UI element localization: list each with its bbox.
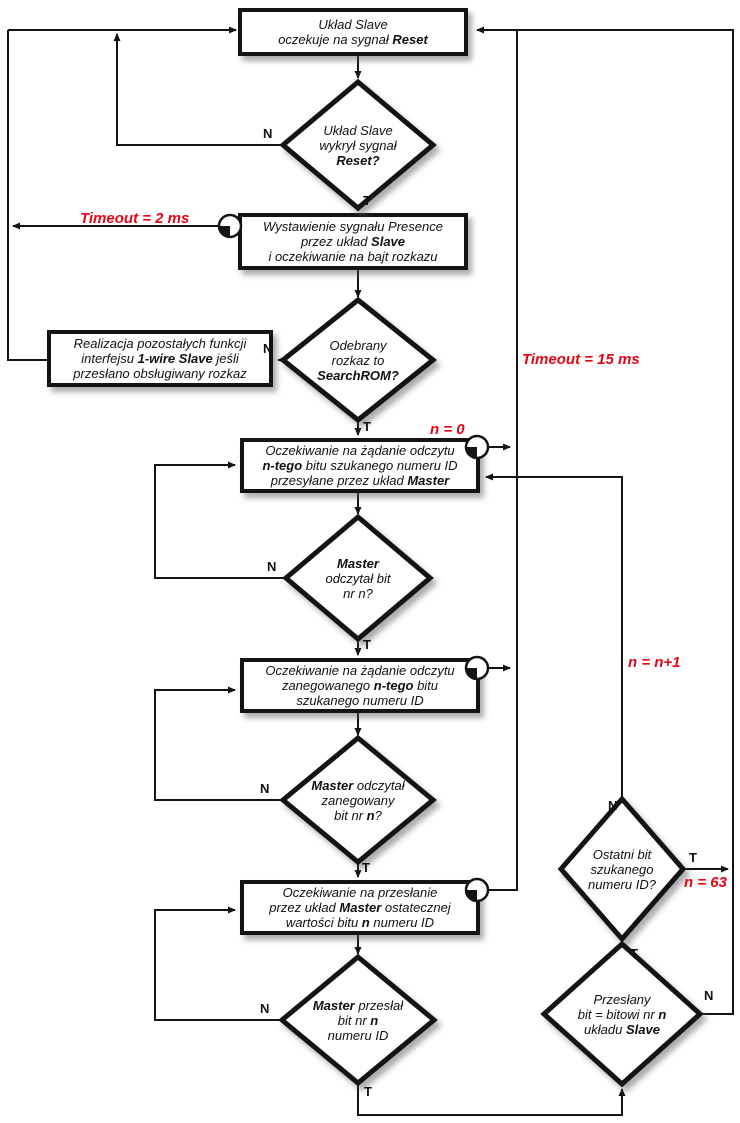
box-presence-text xyxy=(238,213,468,270)
node-text-line: SearchROM? xyxy=(317,367,399,383)
node-text-line: przesłano obsługiwany rozkaz xyxy=(73,366,247,381)
branch-label-false-d1: N xyxy=(263,126,273,141)
node-text-line: Master przesłał xyxy=(312,997,404,1013)
node-text-line: Realizacja pozostałych funkcji xyxy=(73,336,247,351)
node-text-line: Wystawienie sygnału Presence xyxy=(263,219,443,234)
node-text-line: numeru ID? xyxy=(588,876,656,892)
node-text-line: n-tego bitu szukanego numeru ID xyxy=(262,458,458,473)
node-text-line: bit = bitowi nr n xyxy=(577,1006,667,1022)
node-text-line: szukanego xyxy=(590,861,654,877)
box-wait-reset-text xyxy=(238,8,468,56)
node-text-line: Ostatni bit xyxy=(592,846,652,862)
branch-label-true-d3: T xyxy=(363,637,371,652)
node-text-line: bit nr n? xyxy=(334,807,382,823)
node-text-line: Master xyxy=(337,555,379,571)
branch-label-true-d5: T xyxy=(364,1084,372,1099)
node-text-line: zanegowanego n-tego bitu xyxy=(281,678,439,693)
connector-timeout15-vertical xyxy=(488,30,517,890)
node-text-line: Przesłany xyxy=(593,991,651,1007)
diamond-master-read-bit-text xyxy=(288,555,428,601)
node-text-line: Oczekiwanie na żądanie odczytu xyxy=(265,443,455,458)
box-other-functions-text xyxy=(47,330,273,387)
node-text-line: Oczekiwanie na żądanie odczytu xyxy=(265,663,455,678)
box-wait-final-bit-text xyxy=(240,880,480,935)
node-text-line: oczekuje na sygnał Reset xyxy=(278,32,428,47)
diamond-master-read-negated-text xyxy=(288,777,428,823)
branch-label-false-d7: N xyxy=(704,988,714,1003)
branch-label-false-d2: N xyxy=(263,341,273,356)
diamond-reset-detected-text xyxy=(288,122,428,168)
node-text-line: Oczekiwanie na przesłanie xyxy=(282,885,438,900)
node-text-line: Reset? xyxy=(336,152,380,168)
branch-label-true-d7: T xyxy=(630,946,638,961)
connector-boxr-out-left-up xyxy=(8,30,47,360)
node-text-line: wykrył sygnał xyxy=(319,137,397,153)
annotation-timeout-2ms: Timeout = 2 ms xyxy=(80,210,190,227)
branch-label-false-d5: N xyxy=(260,1001,270,1016)
branch-label-true-d4: T xyxy=(362,860,370,875)
box-wait-read-bit-text xyxy=(240,438,480,493)
connector-d6-false-nplus1-to-box3 xyxy=(486,477,622,799)
branch-label-true-d6: T xyxy=(689,850,697,865)
node-text-line: wartości bitu n numeru ID xyxy=(285,915,435,930)
annotation-n-equals-n-plus-1: n = n+1 xyxy=(628,654,681,671)
box-wait-read-negated-bit-text xyxy=(240,658,480,713)
branch-label-true-d2: T xyxy=(363,419,371,434)
diamond-master-sent-bit-text xyxy=(288,997,428,1043)
node-text-line: numeru ID xyxy=(327,1027,389,1043)
node-text-line: Układ Slave xyxy=(323,122,393,138)
node-text-line: szukanego numeru ID xyxy=(296,693,424,708)
node-text-line: bit nr n xyxy=(337,1012,379,1028)
node-text-line: odczytał bit xyxy=(325,570,391,586)
annotation-n-equals-0: n = 0 xyxy=(430,421,465,438)
node-text-line: Odebrany xyxy=(329,337,387,353)
node-text-line: i oczekiwanie na bajt rozkazu xyxy=(268,249,438,264)
node-text-line: rozkaz to xyxy=(331,352,385,368)
node-text-line: przez układ Slave xyxy=(300,234,406,249)
diamond-searchrom-text xyxy=(288,337,428,383)
connector-d5-true-to-d7 xyxy=(358,1083,622,1115)
node-text-line: Układ Slave xyxy=(318,17,388,32)
node-text-line: układu Slave xyxy=(584,1021,660,1037)
diamond-last-bit-text xyxy=(552,846,692,892)
branch-label-true-d1: T xyxy=(363,193,371,208)
branch-label-false-d3: N xyxy=(267,559,277,574)
branch-label-false-d4: N xyxy=(260,781,270,796)
node-text-line: zanegowany xyxy=(321,792,395,808)
node-text-line: interfejsu 1-wire Slave jeśli xyxy=(81,351,239,366)
diamond-bit-match-text xyxy=(545,991,699,1037)
annotation-n-equals-63: n = 63 xyxy=(684,874,727,891)
branch-label-false-d6: N xyxy=(608,798,618,813)
node-text-line: przesyłane przez układ Master xyxy=(270,473,450,488)
annotation-timeout-15ms: Timeout = 15 ms xyxy=(522,351,640,368)
node-text-line: nr n? xyxy=(343,585,373,601)
node-text-line: Master odczytał xyxy=(311,777,405,793)
node-text-line: przez układ Master ostatecznej xyxy=(269,900,451,915)
